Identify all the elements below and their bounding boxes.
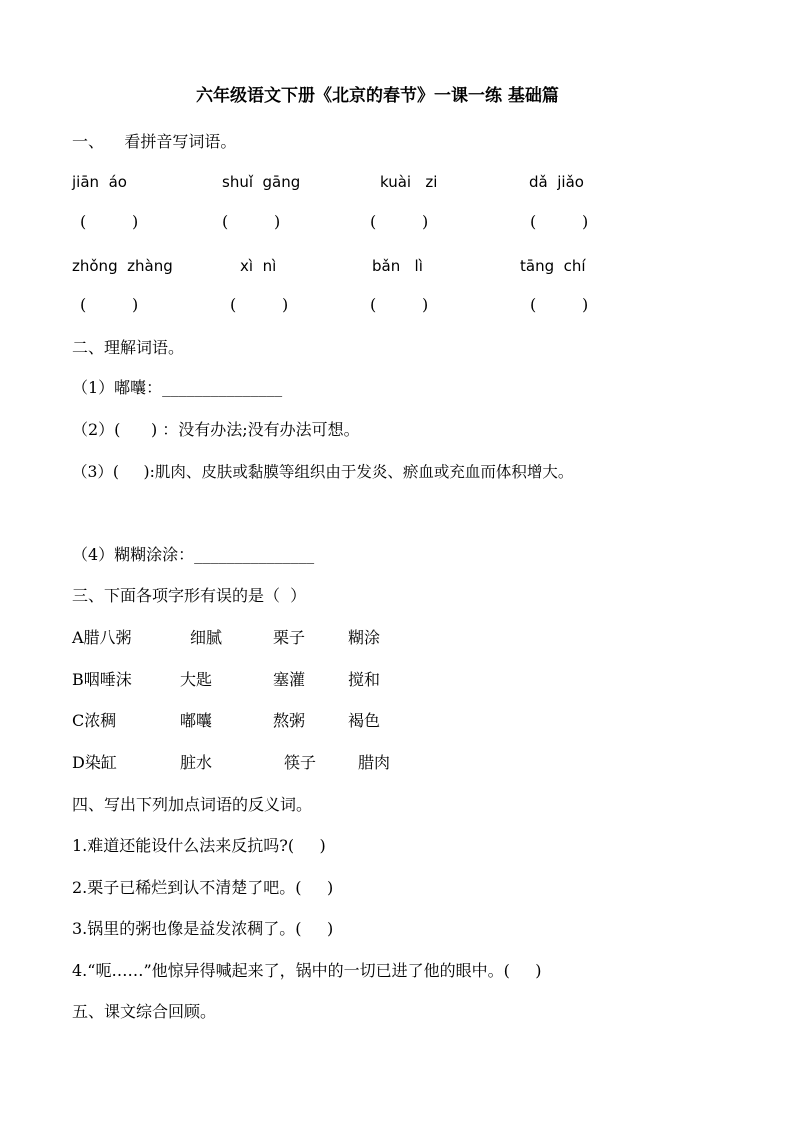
definition-item: （4）糊糊涂涂：_______________ bbox=[72, 545, 315, 564]
option-a-word: 栗子 bbox=[273, 628, 306, 647]
antonym-item: 3.锅里的粥也像是益发浓稠了。( ) bbox=[72, 919, 334, 938]
antonym-item: 2.栗子已稀烂到认不清楚了吧。( ) bbox=[72, 878, 334, 897]
section-4-heading: 四、写出下列加点词语的反义词。 bbox=[72, 795, 313, 814]
pinyin-2: shuǐ gāng bbox=[222, 173, 301, 191]
answer-blank: ( ) bbox=[370, 212, 429, 231]
definition-item: （3）( ):肌肉、皮肤或黏膜等组织由于发炎、瘀血或充血而体积增大。 bbox=[72, 463, 574, 481]
worksheet-title: 六年级语文下册《北京的春节》一课一练 基础篇 bbox=[196, 86, 559, 106]
option-a-word: 细腻 bbox=[190, 628, 223, 647]
option-c-word: 褐色 bbox=[348, 711, 381, 730]
option-a-word: 糊涂 bbox=[348, 628, 381, 647]
definition-item: （2）( ) ：没有办法;没有办法可想。 bbox=[72, 420, 360, 439]
definition-item: （1）嘟囔：_______________ bbox=[72, 378, 283, 397]
antonym-item: 4.“呃……”他惊异得喊起来了，锅中的一切已进了他的眼中。( ) bbox=[72, 961, 542, 980]
answer-blank: ( ) bbox=[530, 212, 589, 231]
option-d-word: D染缸 bbox=[72, 753, 117, 772]
option-c-word: C浓稠 bbox=[72, 711, 117, 730]
pinyin-3: kuài zi bbox=[380, 173, 438, 191]
option-d-word: 腊肉 bbox=[358, 753, 391, 772]
option-b-word: 搅和 bbox=[348, 670, 381, 689]
option-a-word: A腊八粥 bbox=[72, 628, 132, 647]
pinyin-6: xì nì bbox=[240, 257, 277, 275]
option-c-word: 嘟囔 bbox=[180, 711, 213, 730]
option-c-word: 熬粥 bbox=[273, 711, 306, 730]
answer-blank: ( ) bbox=[80, 212, 139, 231]
pinyin-5: zhǒng zhàng bbox=[72, 257, 173, 275]
section-2-heading: 二、理解词语。 bbox=[72, 338, 185, 357]
answer-blank: ( ) bbox=[370, 295, 429, 314]
section-5-heading: 五、课文综合回顾。 bbox=[72, 1002, 217, 1021]
answer-blank: ( ) bbox=[230, 295, 289, 314]
option-b-word: 塞灌 bbox=[273, 670, 306, 689]
answer-blank: ( ) bbox=[80, 295, 139, 314]
antonym-item: 1.难道还能设什么法来反抗吗?( ) bbox=[72, 836, 326, 855]
option-b-word: B咽唾沫 bbox=[72, 670, 132, 689]
answer-blank: ( ) bbox=[530, 295, 589, 314]
pinyin-4: dǎ jiǎo bbox=[529, 173, 584, 191]
answer-blank: ( ) bbox=[222, 212, 281, 231]
pinyin-1: jiān áo bbox=[72, 173, 127, 191]
option-d-word: 筷子 bbox=[284, 753, 317, 772]
section-1-heading: 一、 看拼音写词语。 bbox=[72, 132, 237, 151]
pinyin-7: bǎn lì bbox=[372, 257, 423, 275]
section-3-heading: 三、下面各项字形有误的是（ ） bbox=[72, 586, 307, 605]
option-d-word: 脏水 bbox=[180, 753, 213, 772]
pinyin-8: tāng chí bbox=[520, 257, 586, 275]
option-b-word: 大匙 bbox=[180, 670, 213, 689]
